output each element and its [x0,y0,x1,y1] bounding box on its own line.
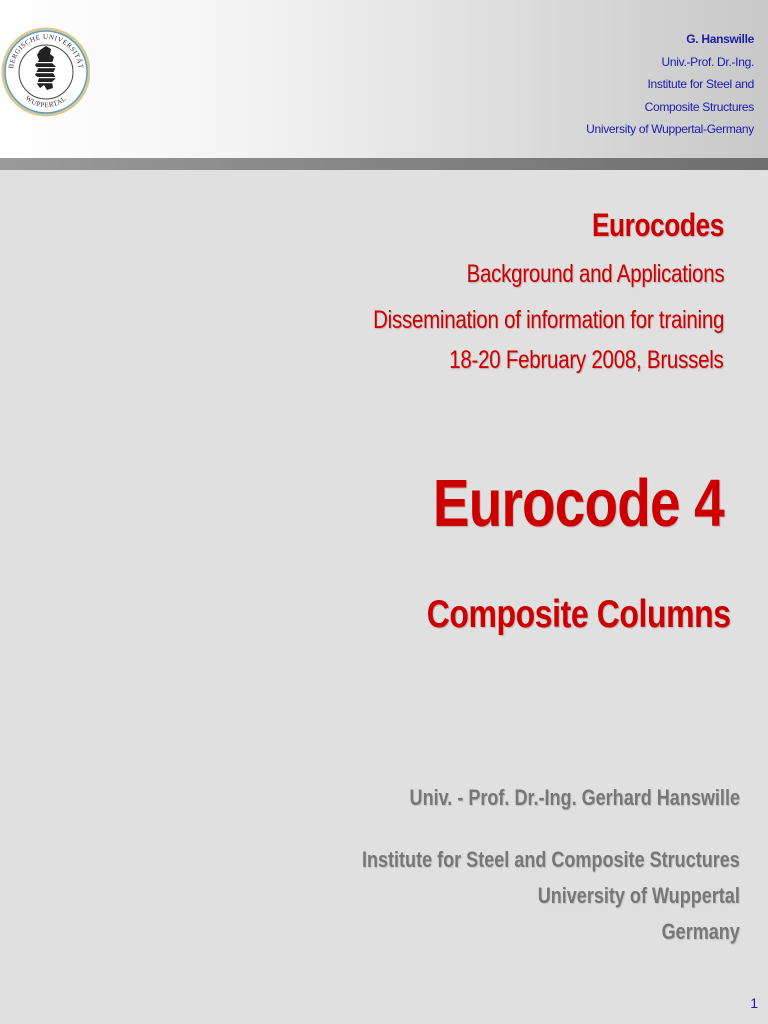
lion-crest-seal-icon [0,0,90,158]
affiliation-line: University of Wuppertal [537,883,740,908]
conference-date: 18-20 February 2008, Brussels [449,346,724,374]
slide-main-title: Eurocode 4 [433,466,724,541]
header-author-line: Institute for Steel and [647,77,754,91]
university-seal [0,0,90,158]
conference-description: Dissemination of information for training [372,306,724,334]
header-author-name: G. Hanswille [686,32,754,46]
header-author-block [586,28,754,141]
header-divider [0,158,768,170]
conference-subtitle: Background and Applications [466,260,724,288]
affiliation-line: Institute for Steel and Composite Structures [362,847,740,872]
presenter-name: Univ. - Prof. Dr.-Ing. Gerhard Hanswille [409,785,740,810]
presenter-affiliation [362,842,740,950]
slide-subtitle: Composite Columns [427,593,731,636]
header-author-line: University of Wuppertal-Germany [586,122,754,136]
page-number: 1 [750,995,758,1011]
seal-bottom-text: WUPPERTAL [23,94,68,110]
seal-top-text: BERGISCHE UNIVERSITÄT [7,32,85,70]
conference-title: Eurocodes [592,207,724,243]
header-author-line: Univ.-Prof. Dr.-Ing. [661,54,754,69]
affiliation-line: Germany [661,919,740,944]
header-author-line: Composite Structures [644,99,754,114]
